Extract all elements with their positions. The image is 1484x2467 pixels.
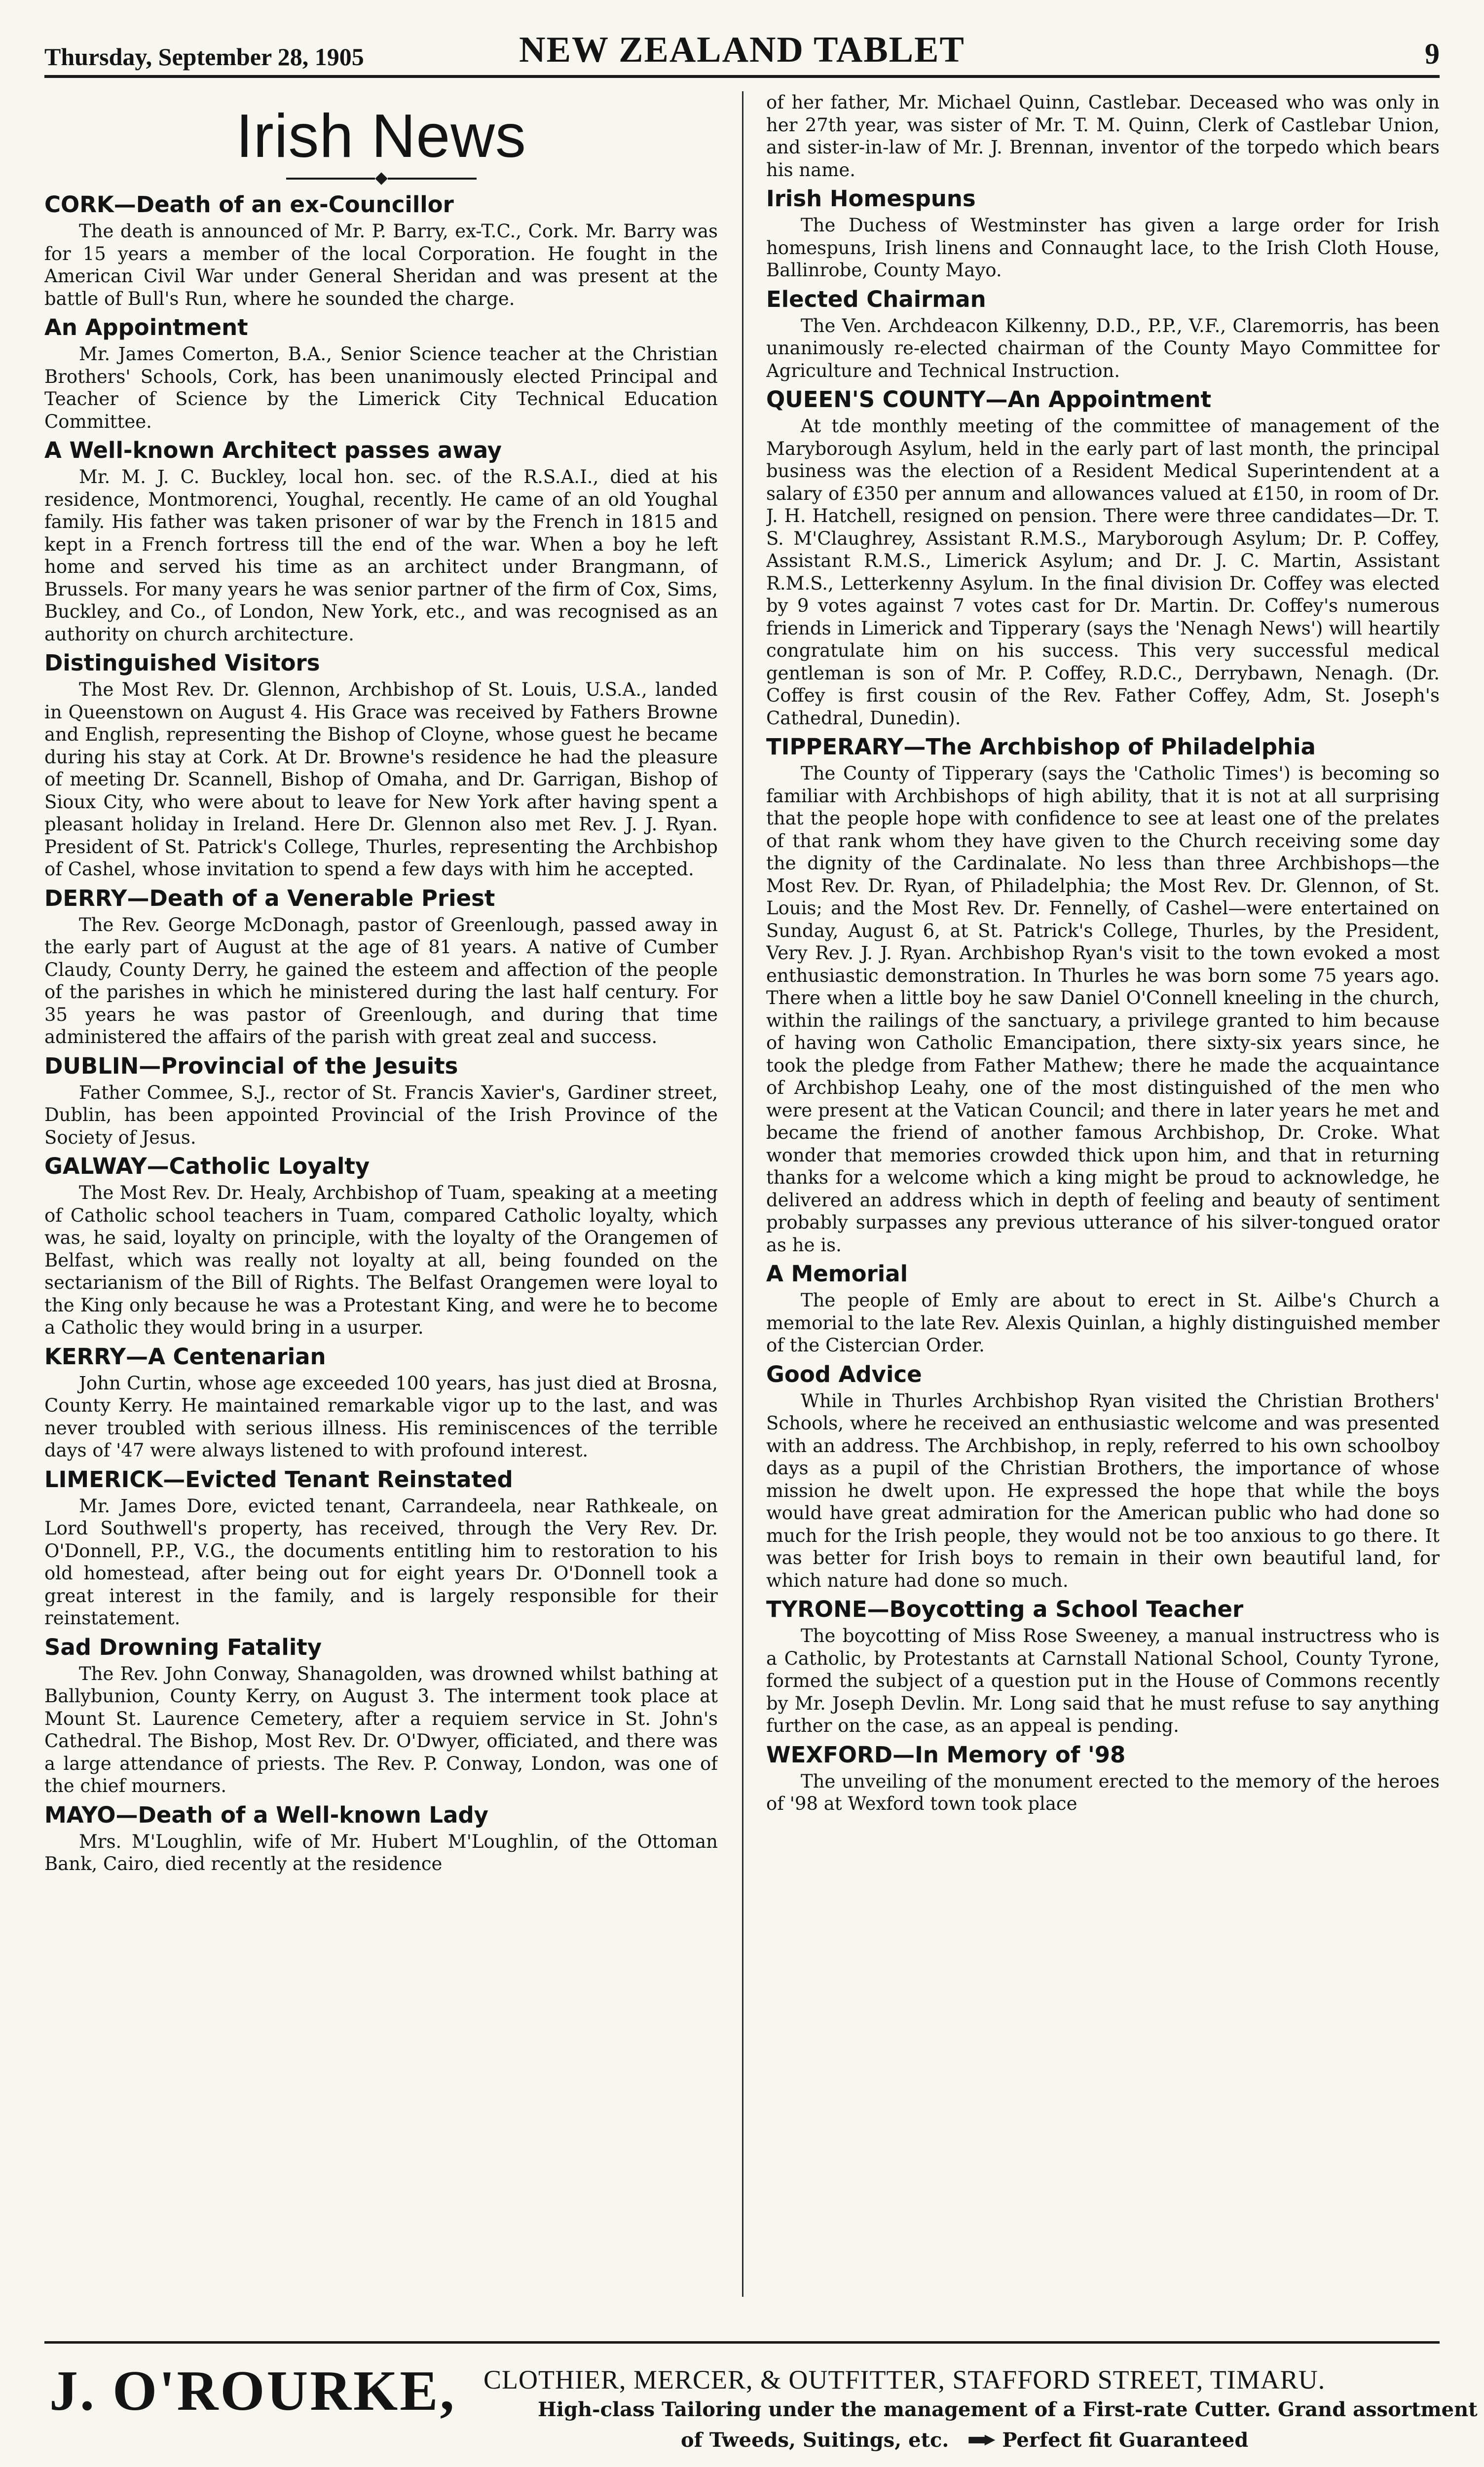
article-heading: A Well-known Architect passes away [44, 437, 502, 463]
article-heading: Distinguished Visitors [44, 650, 320, 676]
article-paragraph: The Duchess of Westminster has given a large order for Irish homespuns, Irish linens and Connaught lace, to the Irish Cloth House, Ballinrobe, County Mayo. [766, 215, 1440, 281]
article-paragraph: Mr. James Comerton, B.A., Senior Science teacher at the Christian Brothers' Schools, Cork, has been unanimously elected Principal and Teacher of Science by the Limerick City Technical Education Committee. [44, 343, 718, 432]
article [766, 185, 1440, 282]
article [44, 1801, 718, 1875]
article-paragraph: The Rev. George McDonagh, pastor of Greenlough, passed away in the early part of August at the age of 81 years. A native of Cumber Claudy, County Derry, he gained the esteem and affection of the people of the parishes in which he ministered during the last half century. For 35 years he was pastor of Greenlough, and during that time administered the affairs of the parish with great zeal and success. [44, 914, 718, 1047]
article [44, 1052, 718, 1149]
article [766, 386, 1440, 729]
title-ornament [44, 174, 718, 183]
article-paragraph: of her father, Mr. Michael Quinn, Castlebar. Deceased who was only in her 27th year, was sister of Mr. T. M. Quinn, Clerk of Castlebar Union, and sister-in-law of Mr. J. Brennan, inventor of the torpedo which bears his name. [766, 92, 1440, 181]
article [44, 649, 718, 881]
column-divider [742, 91, 743, 2297]
article [766, 91, 1440, 181]
article-heading: MAYO—Death of a Well-known Lady [44, 1801, 488, 1828]
pointing-hand-icon [968, 2435, 995, 2446]
article-heading: TYRONE—Boycotting a School Teacher [766, 1596, 1244, 1622]
masthead [44, 29, 1440, 78]
page-number: 9 [1425, 37, 1440, 70]
article [44, 1343, 718, 1462]
article [766, 1361, 1440, 1592]
advertiser-name: J. O'ROURKE, [49, 2359, 456, 2423]
advertiser-trade: CLOTHIER, MERCER, & OUTFITTER, STAFFORD STREET, TIMARU. [483, 2365, 1326, 2394]
article [44, 1634, 718, 1797]
article-paragraph: Father Commee, S.J., rector of St. Francis Xavier's, Gardiner street, Dublin, has been appointed Provincial of the Irish Province of the Society of Jesus. [44, 1082, 718, 1148]
article-paragraph: The death is announced of Mr. P. Barry, ex-T.C., Cork. Mr. Barry was for 15 years a member of the local Corporation. He fought in the American Civil War under General Sheridan and was present at the battle of Bull's Run, where he sounded the charge. [44, 221, 718, 309]
article [766, 733, 1440, 1256]
issue-date: Thursday, September 28, 1905 [44, 43, 364, 71]
article [766, 1260, 1440, 1357]
article-heading: KERRY—A Centenarian [44, 1343, 326, 1370]
article-heading: QUEEN'S COUNTY—An Appointment [766, 386, 1212, 412]
article-paragraph: The Ven. Archdeacon Kilkenny, D.D., P.P., V.F., Claremorris, has been unanimously re-elected chairman of the County Mayo Committee for Agriculture and Technical Instruction. [766, 315, 1440, 381]
article-heading: Irish Homespuns [766, 186, 976, 212]
article-paragraph: The people of Emly are about to erect in St. Ailbe's Church a memorial to the late Rev. Alexis Quinlan, a highly distinguished member of the Cistercian Order. [766, 1290, 1440, 1356]
article-heading: Good Advice [766, 1361, 922, 1387]
article-heading: TIPPERARY—The Archbishop of Philadelphia [766, 734, 1316, 760]
article-paragraph: John Curtin, whose age exceeded 100 years, has just died at Brosna, County Kerry. He maintained remarkable vigor up to the last, and was never troubled with serious illness. His reminiscences of the terrible days of '47 were always listened to with profound interest. [44, 1372, 718, 1461]
article [44, 885, 718, 1048]
article-columns [44, 91, 1440, 2297]
advertisement [44, 2341, 1478, 2465]
article-paragraph: The Most Rev. Dr. Healy, Archbishop of Tuam, speaking at a meeting of Catholic school teachers in Tuam, compared Catholic loyalty, which was, he said, loyalty on principle, with the loyalty of the Orangemen of Belfast, which was really not loyalty at all, being founded on the sectarianism of the Bill of Rights. The Belfast Orangemen were loyal to the King only because he was a Protestant King, and were he to become a Catholic they would bring in a usurper. [44, 1182, 718, 1338]
article-heading: CORK—Death of an ex-Councillor [44, 191, 454, 218]
article-heading: DERRY—Death of a Venerable Priest [44, 885, 495, 911]
article-paragraph: The unveiling of the monument erected to the memory of the heroes of '98 at Wexford town took place [766, 1770, 1440, 1814]
article [44, 1153, 718, 1339]
article-heading: An Appointment [44, 314, 248, 340]
advertiser-goods-text: of Tweeds, Suitings, etc. [681, 2429, 949, 2452]
article-heading: Sad Drowning Fatality [44, 1634, 322, 1660]
advertiser-guarantee: Perfect fit Guaranteed [1002, 2429, 1249, 2452]
left-column [44, 91, 718, 2297]
newspaper-title: NEW ZEALAND TABLET [519, 30, 965, 70]
ornament-line [286, 178, 375, 180]
article-paragraph: Mr. James Dore, evicted tenant, Carrandeela, near Rathkeale, on Lord Southwell's property, has received, through the Very Rev. Dr. O'Donnell, P.P., V.G., the documents entitling him to restoration to his old homestead, after being out for eight years Dr. O'Donnell took a great interest in the family, and is largely responsible for their reinstatement. [44, 1495, 718, 1629]
advertiser-goods [681, 2429, 1372, 2452]
article [44, 437, 718, 645]
right-column [766, 91, 1440, 2297]
article [44, 314, 718, 433]
article [766, 1741, 1440, 1815]
article-paragraph: While in Thurles Archbishop Ryan visited the Christian Brothers' Schools, where he received an enthusiastic welcome and was presented with an address. The Archbishop, in reply, referred to his own schoolboy days as a pupil of the Christian Brothers, the importance of whose mission he dwelt upon. He expressed the hope that while the boys would have great admiration for the American public who had done so much for the Irish people, they would not be too anxious to go there. It was better for Irish boys to remain in their own beautiful land, for which nature had done so much. [766, 1390, 1440, 1591]
article-paragraph: The County of Tipperary (says the 'Catholic Times') is becoming so familiar with Archbishops of high ability, that it is not at all surprising that the people hope with confidence to see at least one of the prelates of that rank whom they have given to the Church receiving some day the dignity of the Cardinalate. No less than three Archbishops—the Most Rev. Dr. Ryan, of Philadelphia; the Most Rev. Dr. Glennon, of St. Louis; and the Most Rev. Dr. Fennelly, of Cashel—were entertained on Sunday, August 6, at St. Patrick's College, Thurles, by the President, Very Rev. J. J. Ryan. Archbishop Ryan's visit to the town evoked a most enthusiastic demonstration. In Thurles he was born some 75 years ago. There when a little boy he saw Daniel O'Connell kneeling in the church, within the railings of the sanctuary, a privilege granted to him because of having won Catholic Emancipation, there sixty-six years since, he took the pledge from Father Mathew; there he made the acquaintance of Archbishop Leahy, one of the most distinguished of the men who were present at the Vatican Council; and there in later years he met and became the friend of another famous Archbishop, Dr. Croke. What wonder that memories crowded thick upon him, and that in returning thanks for a welcome which a king might be proud to acknowledge, he delivered an address which in depth of feeling and beauty of sentiment probably surpasses any previous utterance of his silver-tongued orator as he is. [766, 763, 1440, 1256]
advertiser-tagline: High-class Tailoring under the management of a First-rate Cutter. Grand assortment [538, 2398, 1478, 2421]
article-heading: A Memorial [766, 1261, 908, 1287]
article-paragraph: The Most Rev. Dr. Glennon, Archbishop of St. Louis, U.S.A., landed in Queenstown on August 4. His Grace was received by Fathers Browne and English, representing the Bishop of Cloyne, whose guest he became during his stay at Cork. At Dr. Browne's residence he had the pleasure of meeting Dr. Scannell, Bishop of Omaha, and Dr. Garrigan, Bishop of Sioux City, who were about to leave for New York after having spent a pleasant holiday in Ireland. Here Dr. Glennon also met Rev. J. J. Ryan. President of St. Patrick's College, Thurles, representing the Archbishop of Cashel, whose invitation to spend a few days with him he accepted. [44, 679, 718, 880]
article [766, 286, 1440, 382]
article [766, 1596, 1440, 1737]
article-heading: WEXFORD—In Memory of '98 [766, 1741, 1126, 1768]
article [44, 191, 718, 310]
section-title: Irish News [236, 102, 526, 170]
article [44, 1466, 718, 1630]
article-heading: LIMERICK—Evicted Tenant Reinstated [44, 1466, 513, 1493]
diamond-icon [375, 172, 387, 185]
article-paragraph: Mr. M. J. C. Buckley, local hon. sec. of the R.S.A.I., died at his residence, Montmorenci, Youghal, recently. He came of an old Youghal family. His father was taken prisoner of war by the French in 1815 and kept in a French fortress till the end of the war. When a boy he left home and served his time as an architect under Brangmann, of Brussels. For many years he was senior partner of the firm of Cox, Sims, Buckley, and Co., of London, New York, etc., and was recognised as an authority on church architecture. [44, 466, 718, 645]
article-paragraph: The boycotting of Miss Rose Sweeney, a manual instructress who is a Catholic, by Protestants at Carnstall National School, County Tyrone, formed the subject of a question put in the House of Commons recently by Mr. Joseph Devlin. Mr. Long said that he must refuse to say anything further on the case, as an appeal is pending. [766, 1625, 1440, 1736]
ornament-line [388, 178, 477, 180]
article-paragraph: The Rev. John Conway, Shanagolden, was drowned whilst bathing at Ballybunion, County Kerry, on August 3. The interment took place at Mount St. Laurence Cemetery, after a requiem service in St. John's Cathedral. The Bishop, Most Rev. Dr. O'Dwyer, officiated, and there was a large attendance of priests. The Rev. P. Conway, London, was one of the chief mourners. [44, 1663, 718, 1796]
article-paragraph: Mrs. M'Loughlin, wife of Mr. Hubert M'Loughlin, of the Ottoman Bank, Cairo, died recently at the residence [44, 1831, 718, 1874]
article-heading: DUBLIN—Provincial of the Jesuits [44, 1052, 458, 1079]
article-heading: Elected Chairman [766, 286, 986, 312]
article-paragraph: At tde monthly meeting of the committee of management of the Maryborough Asylum, held in the early part of last month, the principal business was the election of a Resident Medical Superintendent at a salary of £350 per annum and allowances valued at £150, in room of Dr. J. H. Hatchell, resigned on pension. There were three candidates—Dr. T. S. M'Claughrey, Assistant R.M.S., Maryborough Asylum; Dr. P. Coffey, Assistant R.M.S., Limerick Asylum; and Dr. J. C. Martin, Assistant R.M.S., Letterkenny Asylum. In the final division Dr. Coffey was elected by 9 votes against 7 votes cast for Dr. Martin. Dr. Coffey's numerous friends in Limerick and Tipperary (says the 'Nenagh News') will heartily congratulate him on his success. This very successful medical gentleman is son of Mr. P. Coffey, R.D.C., Derrybawn, Nenagh. (Dr. Coffey is first cousin of the Rev. Father Coffey, Adm, St. Joseph's Cathedral, Dunedin). [766, 415, 1440, 729]
article-heading: GALWAY—Catholic Loyalty [44, 1153, 370, 1179]
